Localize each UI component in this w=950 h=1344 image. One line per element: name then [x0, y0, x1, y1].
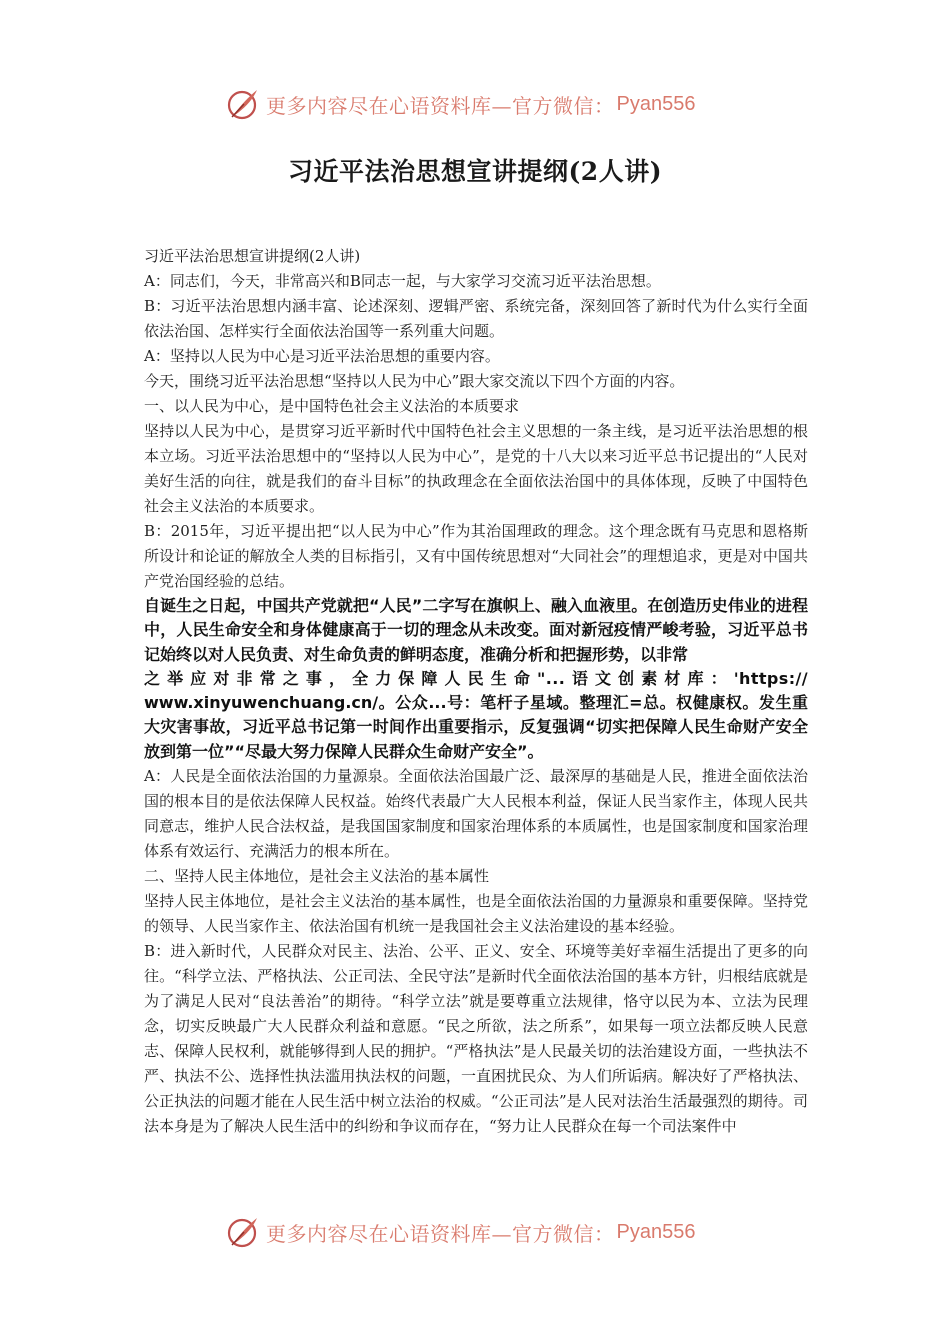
banner-text: 更多内容尽在心语资料库—官方微信： — [266, 1221, 615, 1246]
bold-paragraph: 自诞生之日起，中国共产党就把“人民”二字写在旗帜上、融入血液里。在创造历史伟业的进程中，人民生命安全和身体健康高于一切的理念从未改变。面对新冠疫情严峻考验，习近平总书记始终以对人民负责、对生命负责的鲜明态度，准确分析和把握形势，以非常 — [144, 596, 808, 664]
paragraph: A：人民是全面依法治国的力量源泉。全面依法治国最广泛、最深厚的基础是人民，推进全面依法治国的根本目的是依法保障人民权益。始终代表最广大人民根本利益，保证人民当家作主，体现人民共同意志，维护人民合法权益，是我国国家制度和国家治理体系的本质属性，也是国家制度和国家治理体系有效运行、充满活力的根本所在。 — [144, 767, 808, 861]
paragraph: A：坚持以人民为中心是习近平法治思想的重要内容。 — [144, 347, 500, 365]
paragraph: 今天，围绕习近平法治思想“坚持以人民为中心”跟大家交流以下四个方面的内容。 — [144, 372, 685, 390]
paragraph: 习近平法治思想宣讲提纲(2人讲) — [144, 247, 361, 265]
quill-pen-logo-icon — [226, 1215, 260, 1249]
banner-wechat-id: Pyan556 — [616, 92, 696, 115]
page-title: 习近平法治思想宣讲提纲(2人讲) — [287, 157, 663, 186]
section-heading: 一、以人民为中心，是中国特色社会主义法治的本质要求 — [144, 397, 520, 415]
section-heading: 二、坚持人民主体地位，是社会主义法治的基本属性 — [144, 867, 490, 886]
banner-text: 更多内容尽在心语资料库—官方微信： — [266, 93, 615, 118]
paragraph: B：习近平法治思想内涵丰富、论述深刻、逻辑严密、系统完备，深刻回答了新时代为什么实行全面依法治国、怎样实行全面依法治国等一系列重大问题。 — [144, 297, 808, 340]
paragraph: A：同志们，今天，非常高兴和B同志一起，与大家学习交流习近平法治思想。 — [144, 272, 661, 290]
paragraph: 坚持以人民为中心，是贯穿习近平新时代中国特色社会主义思想的一条主线，是习近平法治思想的根本立场。习近平法治思想中的“坚持以人民为中心”，是党的十八大以来习近平总书记提出的“人民对美好生活的向往，就是我们的奋斗目标”的执政理念在全面依法治国中的具体体现，反映了中国特色社会主义法治的本质要求。 — [144, 422, 808, 515]
document-body — [144, 244, 808, 1139]
banner-wechat-id: Pyan556 — [616, 1220, 696, 1243]
footer-banner[interactable] — [226, 1212, 726, 1252]
header-banner[interactable] — [226, 84, 726, 124]
quill-pen-logo-icon — [226, 87, 260, 121]
bold-paragraph: www.xinyuwenchuang.cn/。公众...号：笔杆子星域。整理汇=总。权健康权。发生重大灾害事故，习近平总书记第一时间作出重要指示，反复强调“切实把保障人民生命财产安全放到第一位”“尽最大努力保障人民群众生命财产安全”。 — [144, 693, 808, 761]
paragraph: B：进入新时代，人民群众对民主、法治、公平、正义、安全、环境等美好幸福生活提出了更多的向往。“科学立法、严格执法、公正司法、全民守法”是新时代全面依法治国的基本方针，归根结底就是为了满足人民对“良法善治”的期待。“科学立法”就是要尊重立法规律，恪守以民为本、立法为民理念，切实反映最广大人民群众利益和意愿。“民之所欲，法之所系”，如果每一项立法都反映人民意志、保障人民权利，就能够得到人民的拥护。“严格执法”是人民最关切的法治建设方面，一些执法不严、执法不公、选择性执法滥用执法权的问题，一直困扰民众、为人们所诟病。解决好了严格执法、公正执法的问题才能在人民生活中树立法治的权威。“公正司法”是人民对法治生活最强烈的期待。司法本身是为了解决人民生活中的纠纷和争议而存在，“努力让人民群众在每一个司法案件中 — [144, 942, 808, 1136]
bold-paragraph: 之举应对非常之事，全力保障人民生命"...语文创素材库：'https:// — [144, 668, 808, 688]
paragraph: B：2015年，习近平提出把“以人民为中心”作为其治国理政的理念。这个理念既有马克思和恩格斯所设计和论证的解放全人类的目标指引，又有中国传统思想对“大同社会”的理想追求，更是对中国共产党治国经验的总结。 — [144, 522, 808, 590]
paragraph: 坚持人民主体地位，是社会主义法治的基本属性，也是全面依法治国的力量源泉和重要保障。坚持党的领导、人民当家作主、依法治国有机统一是我国社会主义法治建设的基本经验。 — [144, 892, 808, 936]
